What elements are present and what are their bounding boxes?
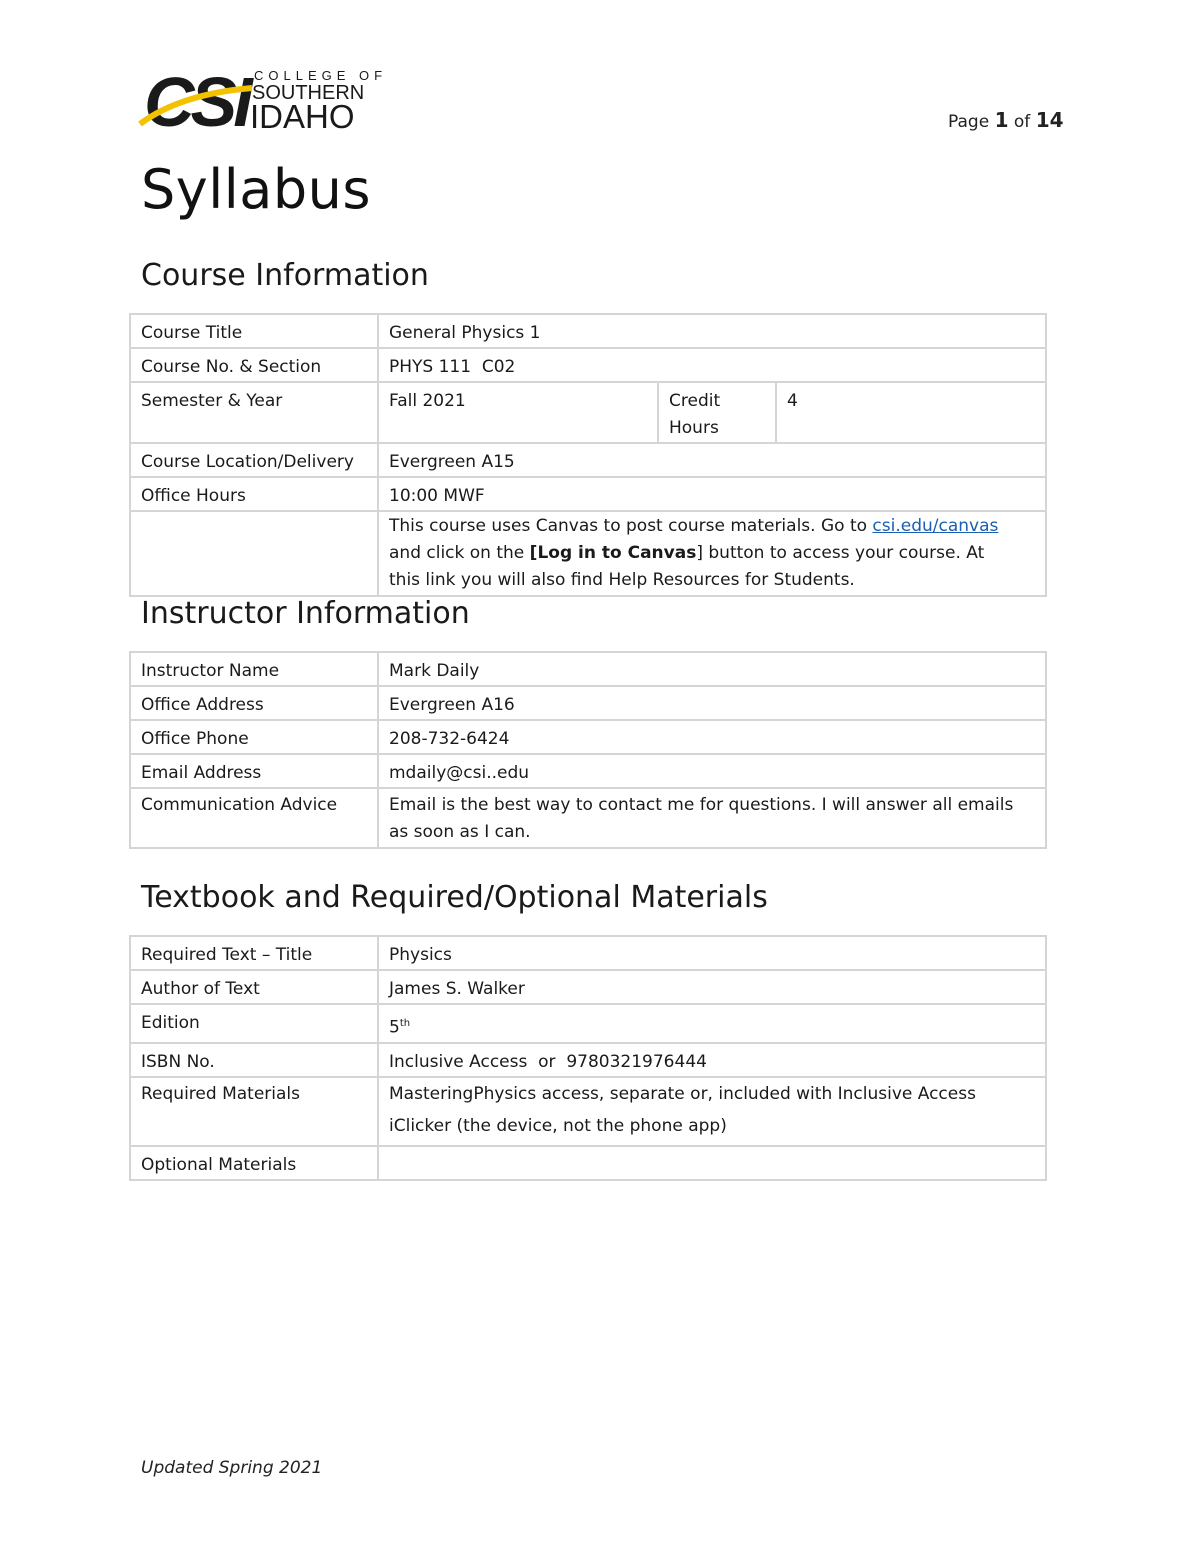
edition-value [378, 1004, 1046, 1043]
course-title-value: General Physics 1 [378, 314, 1046, 348]
page-number [948, 108, 1064, 132]
materials-table [129, 935, 1047, 1181]
canvas-link[interactable]: csi.edu/canvas [872, 516, 999, 536]
table-row [130, 936, 1046, 970]
email-value: mdaily@csi..edu [378, 754, 1046, 788]
canvas-button-ref: [Log in to Canvas [529, 543, 697, 563]
location-value: Evergreen A15 [378, 443, 1046, 477]
cell-label: Course No. & Section [130, 348, 378, 382]
table-row [130, 511, 1046, 596]
instructor-info-heading: Instructor Information [141, 596, 470, 631]
course-info-heading: Course Information [141, 258, 429, 293]
table-row [130, 720, 1046, 754]
cell-label: Instructor Name [130, 652, 378, 686]
edition-number: 5 [389, 1017, 400, 1038]
canvas-text: This course uses Canvas to post course materials. Go to [389, 516, 873, 536]
cell-label: Communication Advice [130, 788, 378, 848]
office-address-value: Evergreen A16 [378, 686, 1046, 720]
canvas-text: ] button to access your course. At this link you will also find Help Resources for Students. [389, 543, 985, 590]
credit-hours-label: Credit Hours [658, 382, 776, 443]
optional-materials-value [378, 1146, 1046, 1180]
cell-label: Course Title [130, 314, 378, 348]
cell-label: Edition [130, 1004, 378, 1043]
cell-empty [130, 511, 378, 596]
page-total: 14 [1035, 108, 1064, 132]
page-current: 1 [994, 108, 1009, 132]
office-phone-value: 208-732-6424 [378, 720, 1046, 754]
table-row [130, 686, 1046, 720]
cell-label: Office Phone [130, 720, 378, 754]
required-item: iClicker (the device, not the phone app) [389, 1115, 727, 1136]
table-row [130, 1004, 1046, 1043]
logo-line2: SOUTHERN [252, 82, 365, 104]
table-row [130, 314, 1046, 348]
semester-value: Fall 2021 [378, 382, 658, 443]
page-of: of [1013, 112, 1031, 132]
cell-label: Required Materials [130, 1077, 378, 1146]
canvas-info [378, 511, 1046, 596]
canvas-text: and click on the [389, 543, 530, 563]
communication-advice-value: Email is the best way to contact me for questions. I will answer all emails as soon as I can. [378, 788, 1046, 848]
page-title: Syllabus [141, 158, 371, 221]
cell-label: Optional Materials [130, 1146, 378, 1180]
table-row [130, 788, 1046, 848]
isbn-value: Inclusive Access or 9780321976444 [378, 1043, 1046, 1077]
cell-label: Office Hours [130, 477, 378, 511]
logo-brand: CSI [144, 63, 249, 141]
footer-updated: Updated Spring 2021 [141, 1458, 323, 1478]
table-row [130, 1043, 1046, 1077]
cell-label: Office Address [130, 686, 378, 720]
course-no-value: PHYS 111 C02 [378, 348, 1046, 382]
office-hours-value: 10:00 MWF [378, 477, 1046, 511]
table-row [130, 477, 1046, 511]
logo-line3: IDAHO [250, 98, 355, 135]
author-value: James S. Walker [378, 970, 1046, 1004]
table-row [130, 348, 1046, 382]
csi-logo [140, 63, 388, 141]
required-materials-value [378, 1077, 1046, 1146]
course-info-table [129, 313, 1047, 597]
logo-line1: COLLEGE OF [254, 68, 388, 83]
cell-label: Email Address [130, 754, 378, 788]
table-row [130, 443, 1046, 477]
table-row [130, 652, 1046, 686]
required-item: MasteringPhysics access, separate or, included with Inclusive Access [389, 1083, 976, 1104]
cell-label: Required Text – Title [130, 936, 378, 970]
table-row [130, 382, 1046, 443]
text-title-value: Physics [378, 936, 1046, 970]
cell-label: Semester & Year [130, 382, 378, 443]
cell-label: ISBN No. [130, 1043, 378, 1077]
page-label: Page [948, 112, 990, 132]
edition-suffix: th [399, 1018, 411, 1029]
instructor-name-value: Mark Daily [378, 652, 1046, 686]
table-row [130, 754, 1046, 788]
credit-hours-value: 4 [776, 382, 1046, 443]
instructor-info-table [129, 651, 1047, 849]
cell-label: Author of Text [130, 970, 378, 1004]
materials-heading: Textbook and Required/Optional Materials [141, 880, 768, 915]
table-row [130, 1077, 1046, 1146]
cell-label: Course Location/Delivery [130, 443, 378, 477]
table-row [130, 970, 1046, 1004]
table-row [130, 1146, 1046, 1180]
